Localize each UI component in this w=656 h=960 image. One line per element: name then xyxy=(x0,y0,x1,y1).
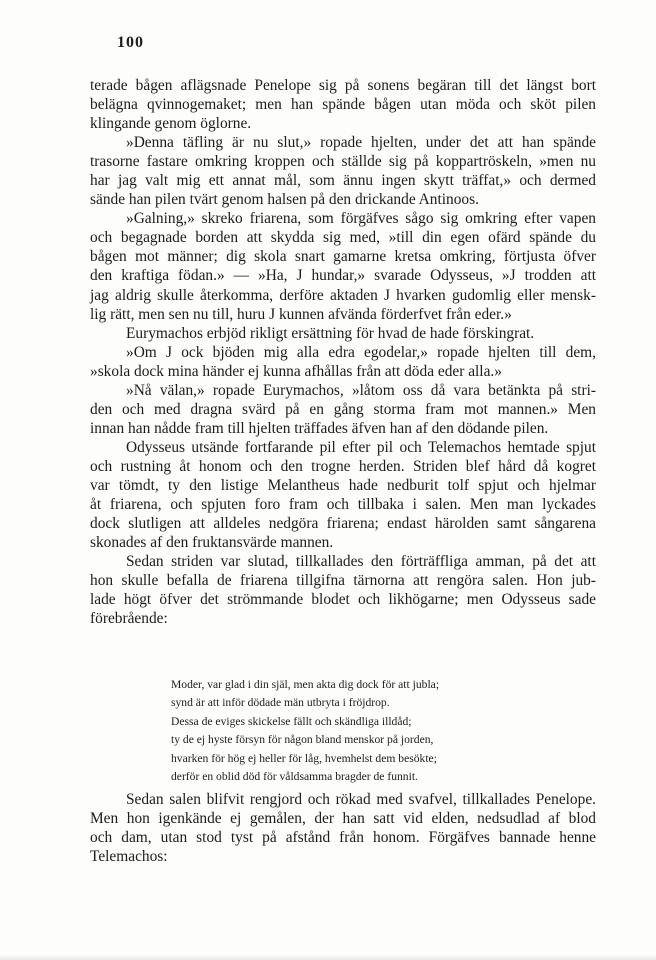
text-line: jag aldrig skulle återkomma, derföre aktaden J hvarken gudomlig eller mensk- xyxy=(90,286,596,304)
closing-paragraph xyxy=(90,790,596,866)
page-number: 100 xyxy=(117,34,144,51)
text-line: lig rätt, men sen nu till, huru J kunnen afvända förderfvet från eder.» xyxy=(90,305,512,323)
text-line: lade högt öfver det strömmande blodet och likhögarne; men Odysseus sade xyxy=(90,591,596,609)
text-line: trasorne fastare omkring kroppen och ställde sig på koppartröskeln, »men nu xyxy=(90,153,596,171)
body-paragraph xyxy=(90,438,596,552)
body-paragraph xyxy=(90,76,596,133)
text-line: och rustning åt honom och den trogne herden. Striden blef hård då kogret xyxy=(90,457,596,475)
body-paragraph xyxy=(90,552,596,628)
text-line: och dam, utan stod tyst på afstånd från honom. Förgäfves bannade henne xyxy=(90,829,596,847)
text-line: Odysseus utsände fortfarande pil efter pil och Telemachos hemtade spjut xyxy=(126,438,596,456)
text-line: Eurymachos erbjöd rikligt ersättning för hvad de hade förskingrat. xyxy=(126,324,535,342)
text-line: dock slutligen att alldeles nedgöra friarena; endast härolden samt sångarena xyxy=(90,515,596,533)
text-line: har jag valt mig ett annat mål, som ännu ingen skytt träffat,» och dermed xyxy=(90,172,596,190)
poem-line: hvarken för hög ej heller för låg, hvemhelst dem besökte; xyxy=(171,751,437,765)
text-line: »Nå välan,» ropade Eurymachos, »låtom oss då vara betänkta på stri- xyxy=(126,381,596,399)
text-line: »skola dock mina händer ej kunna afhållas från att döda eder alla.» xyxy=(90,362,502,380)
text-line: var tömdt, ty den listige Melantheus hade nedburit tolf spjut och hjelmar xyxy=(90,476,596,494)
text-line: Sedan salen blifvit rengjord och rökad med svafvel, tillkallades Penelope. xyxy=(126,791,596,808)
text-line: belägna qvinnogemaket; men han spände bågen utan möda och sköt pilen xyxy=(90,96,596,114)
text-line: Men hon igenkände ej gemålen, der han satt vid elden, nedsudlad af blod xyxy=(90,810,596,828)
poem-block xyxy=(171,676,531,786)
text-line: »Denna täfling är nu slut,» ropade hjelten, under det att han spände xyxy=(126,134,596,152)
body-paragraph xyxy=(90,343,596,381)
scan-edge xyxy=(0,954,656,960)
text-line: och begagnade borden att skydda sig med, »till din egen ofärd spände du xyxy=(90,229,596,247)
text-line: den och med dragna svärd på en gång storma fram mot mannen.» Men xyxy=(90,400,596,418)
body-paragraph xyxy=(90,381,596,438)
body-paragraph xyxy=(90,324,596,343)
body-paragraph xyxy=(90,133,596,209)
text-line: sände han pilen tvärt genom halsen på den drickande Antinoos. xyxy=(90,191,479,209)
poem-line: Moder, var glad i din själ, men akta dig dock för att jubla; xyxy=(171,678,440,691)
text-line: åt friarena, och spjuten foro fram och tillbaka i salen. Men man lyckades xyxy=(90,496,596,514)
text-line: hon skulle befalla de friarena tillgifna tärnorna att rengöra salen. Hon jub- xyxy=(90,572,596,590)
text-line: »Galning,» skreko friarena, som förgäfves sågo sig omkring efter vapen xyxy=(126,210,596,228)
text-line: den kraftiga födan.» — »Ha, J hundar,» svarade Odysseus, »J trodden att xyxy=(90,267,596,285)
poem-line: ty de ej hyste försyn för någon bland menskor på jorden, xyxy=(171,733,434,747)
text-line: Sedan striden var slutad, tillkallades den förträffliga amman, på det att xyxy=(126,553,596,571)
poem-line: Dessa de eviges skickelse fällt och skändliga illdåd; xyxy=(171,714,412,728)
text-line: »Om J ock bjöden mig alla edra egodelar,» ropade hjelten till dem, xyxy=(126,343,596,361)
text-line: klingande genom öglorne. xyxy=(90,115,252,133)
text-line: innan han nådde fram till hjelten träffades äfven han af den dödande pilen. xyxy=(90,419,549,437)
body-paragraph xyxy=(90,209,596,323)
text-line: förebrående: xyxy=(90,610,168,628)
body-text xyxy=(90,76,596,628)
text-line: terade bågen aflägsnade Penelope sig på sonens begäran till det längst bort xyxy=(90,77,596,94)
text-line: Telemachos: xyxy=(90,848,168,866)
text-line: bågen mot männer; dig skola snart gamarne kretsa omkring, förtjusta öfver xyxy=(90,248,596,266)
text-line: skonades af den fruktansvärde mannen. xyxy=(90,534,334,552)
closing-paragraph xyxy=(90,790,596,866)
poem-line: synd är att inför dödade män utbryta i fröjdrop. xyxy=(171,696,390,710)
poem-line: derför en oblid död för våldsamma bragder de funnit. xyxy=(171,770,418,784)
